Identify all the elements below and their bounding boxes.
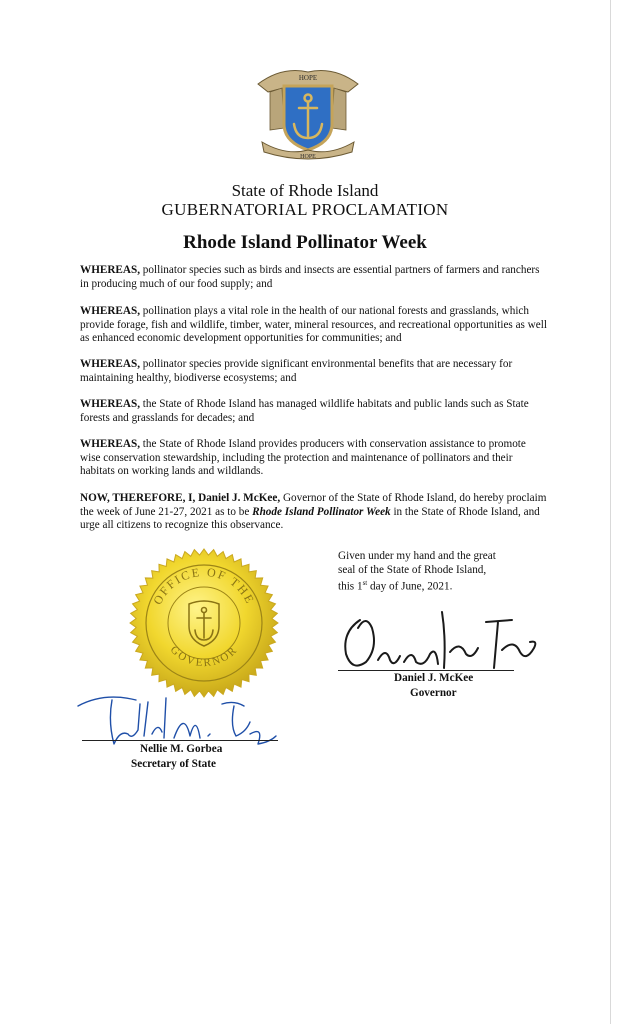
emblem-motto-top: HOPE	[298, 74, 318, 82]
whereas-lead: WHEREAS,	[80, 438, 140, 450]
state-heading: State of Rhode Island	[231, 181, 379, 200]
whereas-text: the State of Rhode Island has managed wildlife habitats and public lands such as State forests and grasslands for decades; and	[80, 398, 529, 424]
proclamation-title: Rhode Island Pollinator Week	[183, 232, 427, 253]
whereas-paragraph-3	[80, 358, 548, 385]
page-edge-rule	[610, 0, 611, 1024]
proclamation-heading: GUBERNATORIAL PROCLAMATION	[161, 200, 449, 219]
whereas-lead: WHEREAS,	[80, 358, 140, 370]
whereas-lead: WHEREAS,	[80, 305, 140, 317]
whereas-paragraph-5	[80, 438, 548, 479]
pollinator-week-emphasis: Rhode Island Pollinator Week	[252, 505, 391, 518]
secretary-signature-line	[82, 740, 278, 741]
now-therefore-text: Governor of the State of Rhode Island, do hereby proclaim the week of June 21-27, 2021 as to be	[80, 492, 547, 518]
now-therefore-text-end: in the State of Rhode Island, and urge all citizens to recognize this observance.	[80, 505, 540, 532]
given-line-3: this 1st day of June, 2021.	[338, 579, 453, 593]
whereas-text: the State of Rhode Island provides producers with conservation assistance to promote wise conservation stewardship, including the protection and maintenance of pollinators and their habitats on working lands and wildlands.	[80, 438, 526, 478]
given-line-2: seal of the State of Rhode Island,	[338, 563, 487, 576]
whereas-lead: WHEREAS,	[80, 398, 140, 410]
whereas-paragraph-2	[80, 305, 548, 346]
governor-signature	[338, 598, 548, 676]
secretary-title: Secretary of State	[131, 758, 216, 770]
whereas-text: pollinator species provide significant environmental benefits that are necessary for maintaining healthy, biodiverse ecosystems; and	[80, 358, 513, 384]
whereas-text: pollinator species such as birds and insects are essential partners of farmers and ranchers in producing much of our food supply; and	[80, 264, 540, 290]
whereas-text: pollination plays a vital role in the health of our national forests and grasslands, which provide forage, fish and wildlife, timber, water, mineral resources, and recreational opportunities as well as enhanced economic development opportunities for communities; and	[80, 305, 547, 345]
emblem-motto-bottom: HOPE	[300, 154, 316, 160]
whereas-paragraph-4	[80, 398, 548, 425]
seal-bottom-text: GOVERNOR	[167, 643, 241, 670]
governor-gold-seal	[129, 548, 279, 698]
state-emblem	[252, 58, 364, 162]
now-therefore-lead: NOW, THEREFORE, I, Daniel J. McKee,	[80, 492, 281, 504]
whereas-paragraph-1	[80, 264, 548, 291]
governor-signature-line	[338, 670, 514, 671]
secretary-name: Nellie M. Gorbea	[140, 743, 223, 755]
governor-name: Daniel J. McKee	[394, 672, 474, 684]
given-line-1: Given under my hand and the great	[338, 550, 496, 562]
seal-top-text: OFFICE OF THE	[150, 564, 258, 607]
governor-title: Governor	[410, 687, 457, 699]
given-under-hand	[338, 550, 538, 595]
now-therefore-paragraph	[80, 492, 548, 533]
whereas-lead: WHEREAS,	[80, 264, 140, 276]
